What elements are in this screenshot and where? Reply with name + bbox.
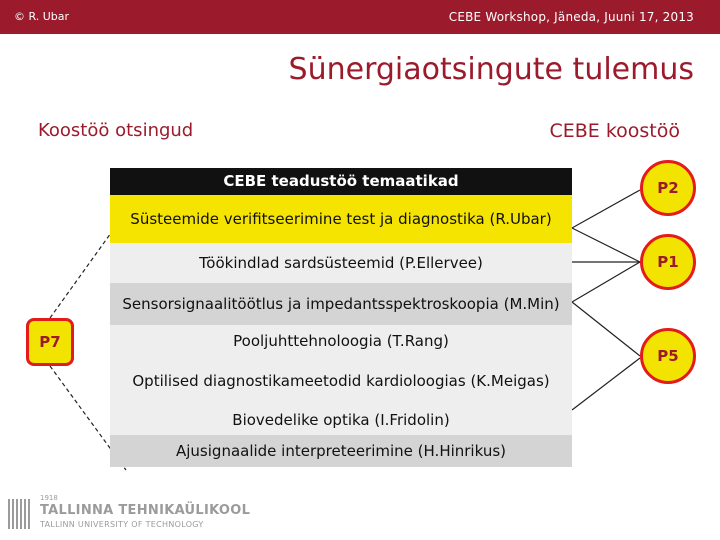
table-header-label: CEBE teadustöö temaatikad [223, 172, 459, 190]
line-to-p2 [572, 190, 640, 228]
table-row-label: Sensorsignaalitöötlus ja impedantsspektroskoopia (M.Min) [122, 294, 560, 313]
badge-p2 [640, 160, 696, 216]
table-row [110, 357, 572, 405]
logo-name-en: TALLINN UNIVERSITY OF TECHNOLOGY [40, 520, 204, 529]
slide-title: Sünergiaotsingute tulemus [288, 52, 694, 87]
workshop-text: CEBE Workshop, Jäneda, Juuni 17, 2013 [448, 10, 694, 24]
table-row [110, 243, 572, 283]
table-row-label: Biovedelike optika (I.Fridolin) [232, 410, 450, 429]
table-row [110, 405, 572, 435]
table-row-label: Optilised diagnostikameetodid kardioloogias (K.Meigas) [132, 371, 550, 390]
table-row-label: Pooljuhttehnoloogia (T.Rang) [233, 331, 449, 350]
badge-p7 [26, 318, 74, 366]
logo-name-et: TALLINNA TEHNIKAÜLIKOOL [40, 503, 251, 518]
badge-p2-label: P2 [657, 179, 679, 197]
line-p5-b [572, 358, 640, 410]
badge-p5-label: P5 [657, 347, 679, 365]
logo-year: 1918 [40, 494, 58, 502]
table-row [110, 435, 572, 467]
table-row-label: Süsteemide verifitseerimine test ja diagnostika (R.Ubar) [130, 209, 552, 228]
table-header [110, 168, 572, 195]
badge-p1 [640, 234, 696, 290]
table-row-label: Ajusignaalide interpreteerimine (H.Hinrikus) [176, 441, 506, 460]
university-logo-icon [6, 497, 34, 531]
table-row [110, 325, 572, 357]
right-heading: CEBE koostöö [549, 120, 680, 142]
badge-p1-label: P1 [657, 253, 679, 271]
line-p1-a [572, 228, 640, 262]
left-heading: Koostöö otsingud [38, 120, 194, 141]
copyright-text: © R. Ubar [14, 10, 70, 23]
line-p1-c [572, 262, 640, 302]
table-row-label: Töökindlad sardsüsteemid (P.Ellervee) [199, 253, 483, 272]
badge-p7-label: P7 [39, 333, 61, 351]
line-p5-a [572, 302, 640, 356]
table-row [110, 283, 572, 325]
badge-p5 [640, 328, 696, 384]
table-row [110, 195, 572, 243]
